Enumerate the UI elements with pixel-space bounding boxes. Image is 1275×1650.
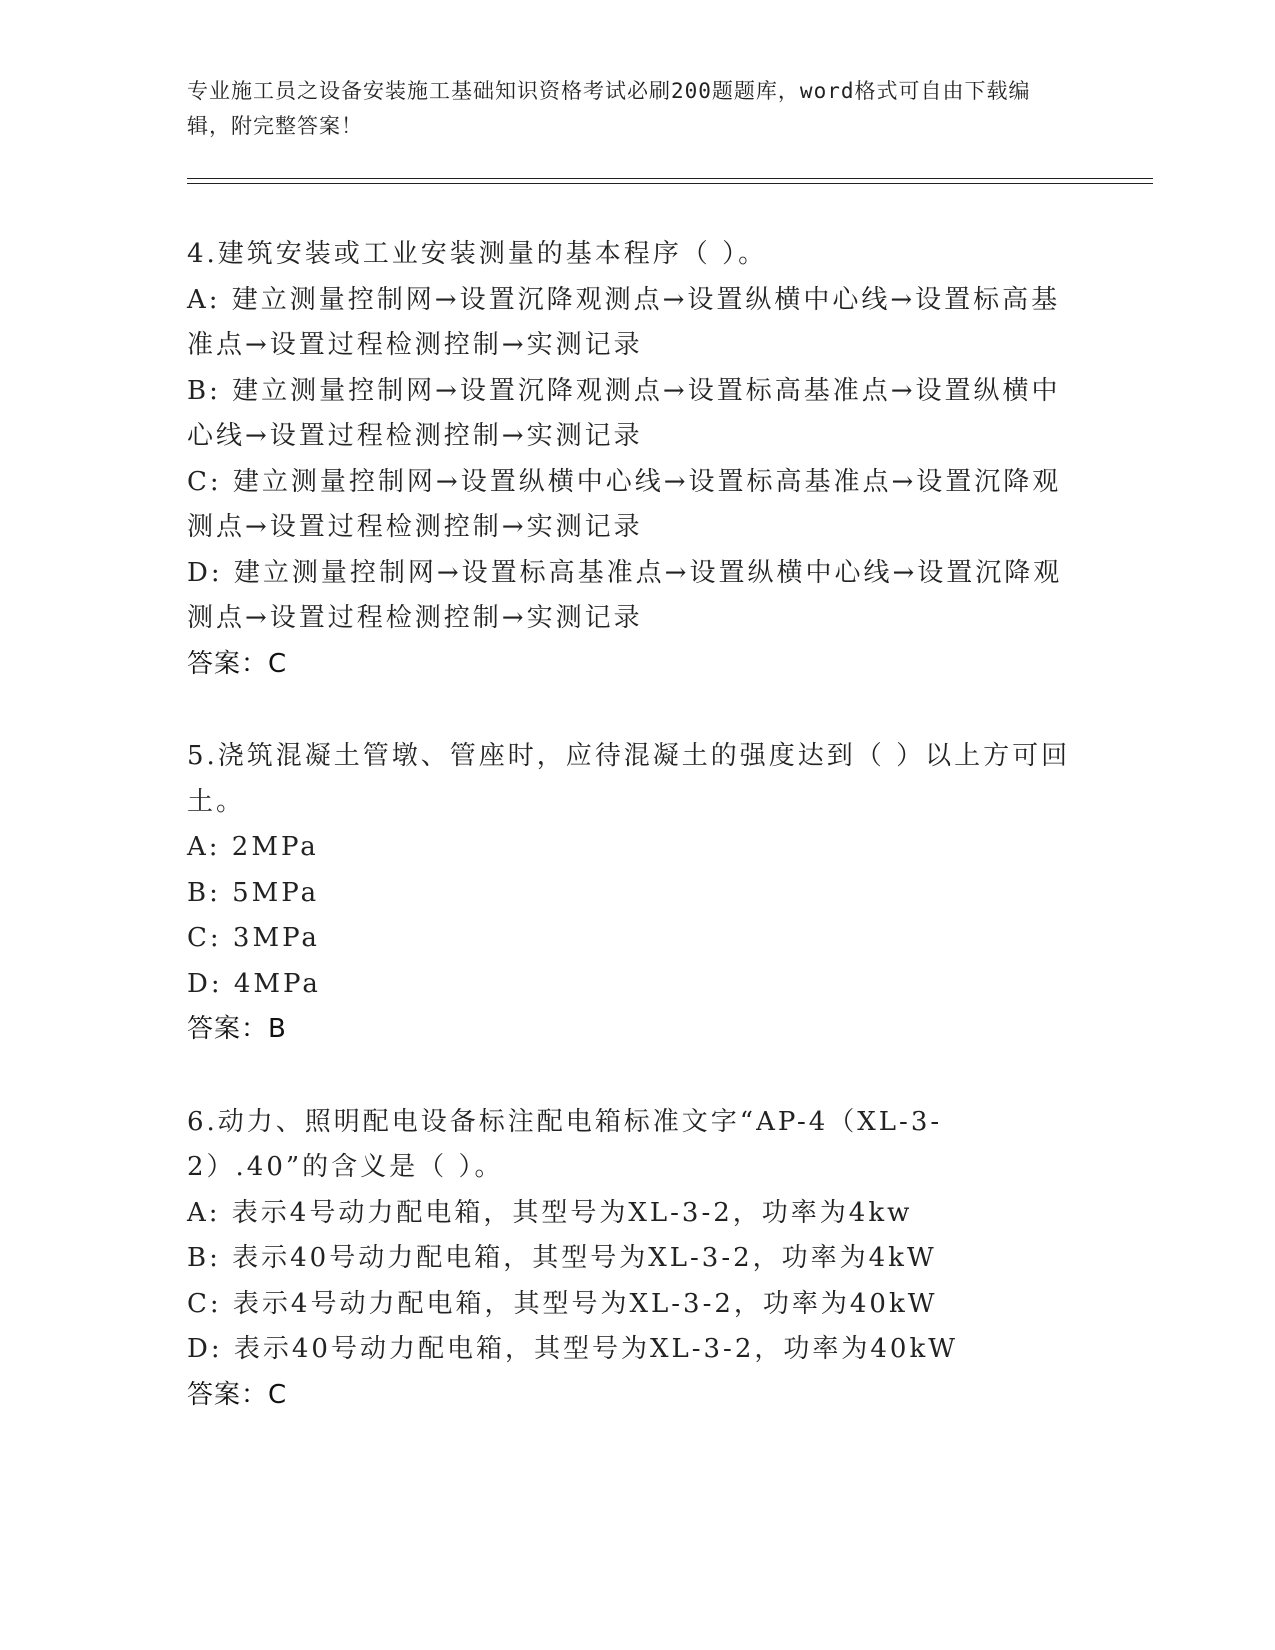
- option-d: D: 4MPa: [187, 968, 321, 999]
- option-c: C: 表示4号动力配电箱，其型号为XL-3-2，功率为40kW: [187, 1288, 938, 1319]
- question-list: [187, 232, 1077, 1465]
- option-a: A: 表示4号动力配电箱，其型号为XL-3-2，功率为4kw: [187, 1197, 913, 1228]
- answer-label: 答案：C: [187, 1379, 288, 1410]
- header-divider-top: [187, 178, 1153, 179]
- option-d: D: 建立测量控制网→设置标高基准点→设置纵横中心线→设置沉降观测点→设置过程检测控制→实测记录: [187, 557, 1063, 633]
- question-6: [187, 1100, 1077, 1419]
- option-b: B: 5MPa: [187, 877, 320, 908]
- document-header: 专业施工员之设备安装施工基础知识资格考试必刷200题题库，word格式可自由下载编辑，附完整答案！: [187, 79, 1031, 138]
- option-a: A: 2MPa: [187, 832, 319, 862]
- question-4: [187, 232, 1077, 687]
- question-5: [187, 734, 1077, 1053]
- answer-label: 答案：B: [187, 1014, 287, 1044]
- option-b: B: 建立测量控制网→设置沉降观测点→设置标高基准点→设置纵横中心线→设置过程检测控制→实测记录: [187, 375, 1061, 451]
- option-d: D: 表示40号动力配电箱，其型号为XL-3-2，功率为40kW: [187, 1334, 958, 1364]
- answer-label: 答案：C: [187, 648, 288, 679]
- option-b: B: 表示40号动力配电箱，其型号为XL-3-2，功率为4kW: [187, 1243, 937, 1273]
- header-divider-bottom: [187, 183, 1153, 184]
- question-stem: 6.动力、照明配电设备标注配电箱标准文字“AP-4（XL-3-2）.40”的含义是（ ）。: [187, 1106, 943, 1182]
- option-c: C: 建立测量控制网→设置纵横中心线→设置标高基准点→设置沉降观测点→设置过程检测控制→实测记录: [187, 466, 1062, 542]
- option-c: C: 3MPa: [187, 923, 320, 953]
- question-stem: 5.浇筑混凝土管墩、管座时，应待混凝土的强度达到（ ）以上方可回土。: [187, 741, 1071, 817]
- question-stem: 4.建筑安装或工业安装测量的基本程序（ ）。: [187, 239, 768, 269]
- option-a: A: 建立测量控制网→设置沉降观测点→设置纵横中心线→设置标高基准点→设置过程检测控制→实测记录: [187, 284, 1061, 360]
